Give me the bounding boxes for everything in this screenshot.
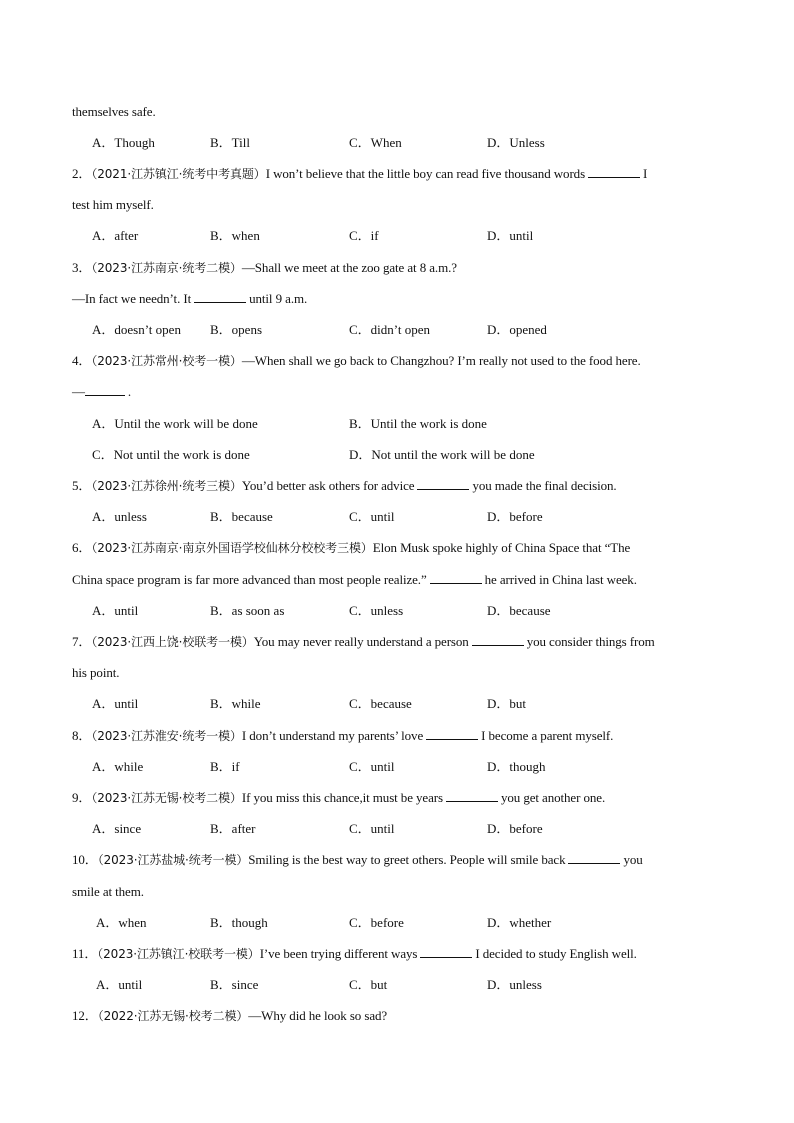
- option-c[interactable]: C．if: [349, 228, 379, 243]
- option-a[interactable]: A．Until the work will be done: [92, 416, 258, 431]
- option-c[interactable]: C．before: [349, 915, 404, 930]
- answer-blank[interactable]: [472, 632, 524, 646]
- option-d[interactable]: D．Unless: [487, 135, 545, 150]
- option-a[interactable]: A．doesn’t open: [92, 322, 181, 337]
- question-4-cont: [72, 382, 722, 402]
- option-d[interactable]: D．but: [487, 696, 527, 711]
- question-1-options: [92, 133, 712, 153]
- question-8-options: [92, 757, 712, 777]
- option-d[interactable]: D．whether: [487, 915, 552, 930]
- option-d[interactable]: D．before: [487, 509, 543, 524]
- question-2-cont: [72, 195, 722, 215]
- question-text: You’d better ask others for advice: [241, 478, 415, 493]
- option-b[interactable]: B．Until the work is done: [349, 416, 487, 431]
- question-text: I’ve been trying different ways: [259, 946, 418, 961]
- question-10-options: [96, 913, 716, 933]
- question-number: 4．: [72, 353, 92, 368]
- answer-blank[interactable]: [588, 164, 640, 178]
- question-number: 10．: [72, 852, 98, 867]
- question-text: I don’t understand my parents’ love: [241, 728, 424, 743]
- option-d[interactable]: D．until: [487, 228, 534, 243]
- question-number: 11．: [72, 946, 98, 961]
- question-1-tail: [72, 102, 722, 122]
- question-text: I: [643, 166, 648, 181]
- question-4: [72, 351, 722, 371]
- question-source: （2023·江西上饶·校联考一模）: [91, 635, 254, 649]
- question-number: 6．: [72, 540, 92, 555]
- answer-blank[interactable]: [446, 788, 498, 802]
- question-4-options-row2: [92, 445, 712, 465]
- option-b[interactable]: B．while: [210, 696, 261, 711]
- answer-blank[interactable]: [417, 476, 469, 490]
- question-text: If you miss this chance,it must be years: [241, 790, 443, 805]
- answer-blank[interactable]: [420, 944, 472, 958]
- answer-blank[interactable]: [430, 570, 482, 584]
- question-6-options: [92, 601, 712, 621]
- question-5-options: [92, 507, 712, 527]
- answer-blank[interactable]: [85, 382, 125, 396]
- question-text: I become a parent myself.: [481, 728, 614, 743]
- question-source: （2021·江苏镇江·统考中考真题）: [91, 167, 266, 181]
- question-source: （2023·江苏盐城·统考一模）: [97, 853, 249, 867]
- option-a[interactable]: A．when: [96, 915, 147, 930]
- option-b[interactable]: B．when: [210, 228, 260, 243]
- option-a[interactable]: A．since: [92, 821, 142, 836]
- option-d[interactable]: D．unless: [487, 977, 542, 992]
- option-b[interactable]: B．if: [210, 759, 240, 774]
- question-5: [72, 476, 722, 496]
- question-source: （2022·江苏无锡·校考二模）: [97, 1009, 249, 1023]
- question-text: —: [72, 384, 85, 399]
- question-12: [72, 1006, 722, 1026]
- option-a[interactable]: A．while: [92, 759, 144, 774]
- question-text: Smiling is the best way to greet others. People will smile back: [248, 852, 566, 867]
- question-text: —When shall we go back to Changzhou? I’m really not used to the food here.: [241, 353, 641, 368]
- question-text: You may never really understand a person: [253, 634, 469, 649]
- question-source: （2023·江苏南京·统考二模）: [91, 261, 242, 275]
- question-10: [72, 850, 722, 870]
- question-11-options: [96, 975, 716, 995]
- question-text: China space program is far more advanced than most people realize.”: [72, 572, 427, 587]
- question-7-cont: [72, 663, 722, 683]
- question-number: 3．: [72, 260, 92, 275]
- question-source: （2023·江苏徐州·统考三模）: [91, 479, 242, 493]
- answer-blank[interactable]: [426, 726, 478, 740]
- option-a[interactable]: A．Though: [92, 135, 155, 150]
- question-4-options-row1: [92, 414, 712, 434]
- option-b[interactable]: B．though: [210, 915, 268, 930]
- question-number: 2．: [72, 166, 92, 181]
- option-c[interactable]: C．because: [349, 696, 412, 711]
- question-6: [72, 538, 722, 558]
- question-text: you get another one.: [500, 790, 606, 805]
- option-b[interactable]: B．opens: [210, 322, 263, 337]
- option-a[interactable]: A．until: [96, 977, 143, 992]
- question-text: I decided to study English well.: [475, 946, 637, 961]
- option-a[interactable]: A．after: [92, 228, 139, 243]
- answer-blank[interactable]: [568, 850, 620, 864]
- question-6-cont: [72, 570, 722, 590]
- question-text: you consider things from: [526, 634, 655, 649]
- question-text: —Why did he look so sad?: [248, 1008, 388, 1023]
- question-number: 7．: [72, 634, 92, 649]
- question-source: （2023·江苏常州·校考一模）: [91, 354, 242, 368]
- question-7-options: [92, 694, 712, 714]
- question-number: 12．: [72, 1008, 98, 1023]
- question-text: smile at them.: [72, 884, 144, 899]
- question-2: [72, 164, 722, 184]
- option-c[interactable]: C．When: [349, 135, 402, 150]
- question-text: he arrived in China last week.: [484, 572, 637, 587]
- option-b[interactable]: B．as soon as: [210, 603, 285, 618]
- option-c[interactable]: C．until: [349, 821, 395, 836]
- option-a[interactable]: A．until: [92, 696, 139, 711]
- answer-blank[interactable]: [194, 289, 246, 303]
- option-b[interactable]: B．Till: [210, 135, 250, 150]
- question-text: until 9 a.m.: [249, 291, 308, 306]
- question-11: [72, 944, 722, 964]
- option-d[interactable]: D．because: [487, 603, 551, 618]
- question-number: 8．: [72, 728, 92, 743]
- option-d[interactable]: D．before: [487, 821, 543, 836]
- option-a[interactable]: A．until: [92, 603, 139, 618]
- question-3-options: [92, 320, 712, 340]
- question-text: —Shall we meet at the zoo gate at 8 a.m.?: [241, 260, 457, 275]
- question-number: 9．: [72, 790, 92, 805]
- question-text: .: [127, 384, 132, 399]
- option-b[interactable]: B．because: [210, 509, 273, 524]
- question-3-cont: [72, 289, 722, 309]
- question-text: his point.: [72, 665, 120, 680]
- option-c[interactable]: C．unless: [349, 603, 404, 618]
- question-text: themselves safe.: [72, 104, 156, 119]
- question-9: [72, 788, 722, 808]
- question-7: [72, 632, 722, 652]
- option-c[interactable]: C．until: [349, 759, 395, 774]
- question-source: （2023·江苏南京·南京外国语学校仙林分校校考三模）: [91, 541, 373, 555]
- option-d[interactable]: D．Not until the work will be done: [349, 447, 535, 462]
- option-b[interactable]: B．after: [210, 821, 256, 836]
- question-text: —In fact we needn’t. It: [72, 291, 192, 306]
- question-text: Elon Musk spoke highly of China Space that “The: [372, 540, 631, 555]
- question-number: 5．: [72, 478, 92, 493]
- question-8: [72, 726, 722, 746]
- question-text: I won’t believe that the little boy can read five thousand words: [265, 166, 586, 181]
- question-source: （2023·江苏无锡·校考二模）: [91, 791, 242, 805]
- option-a[interactable]: A．unless: [92, 509, 147, 524]
- option-c[interactable]: C．Not until the work is done: [92, 447, 250, 462]
- option-b[interactable]: B．since: [210, 977, 259, 992]
- question-3: [72, 258, 722, 278]
- question-text: you: [623, 852, 643, 867]
- question-text: test him myself.: [72, 197, 154, 212]
- question-10-cont: [72, 882, 722, 902]
- question-source: （2023·江苏淮安·统考一模）: [91, 729, 242, 743]
- option-c[interactable]: C．until: [349, 509, 395, 524]
- option-d[interactable]: D．though: [487, 759, 546, 774]
- option-c[interactable]: C．but: [349, 977, 388, 992]
- question-source: （2023·江苏镇江·校联考一模）: [97, 947, 260, 961]
- question-9-options: [92, 819, 712, 839]
- option-c[interactable]: C．didn’t open: [349, 322, 431, 337]
- question-text: you made the final decision.: [472, 478, 617, 493]
- option-d[interactable]: D．opened: [487, 322, 547, 337]
- question-2-options: [92, 226, 712, 246]
